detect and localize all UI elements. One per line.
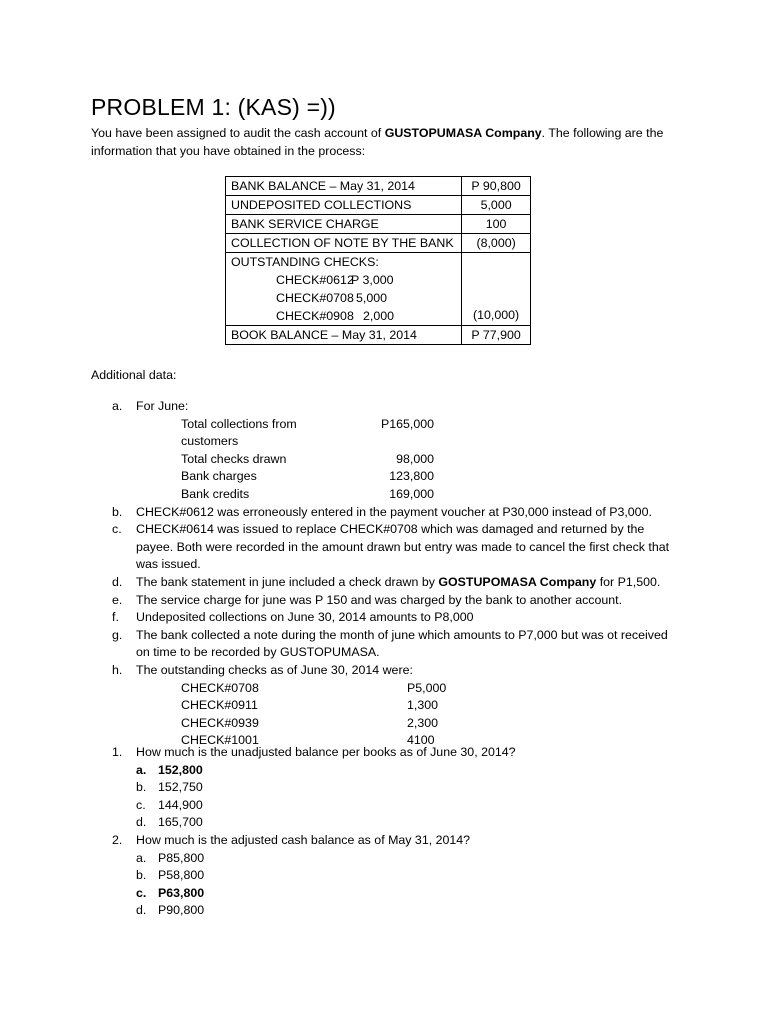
- option-text: P58,800: [158, 868, 205, 883]
- item-marker: h.: [112, 662, 123, 677]
- june-data-row: [112, 416, 672, 451]
- row-value: (8,000): [462, 234, 531, 253]
- option-text: P85,800: [158, 850, 205, 865]
- june-data-label: Bank credits: [181, 486, 250, 501]
- check-amount: P 3,000: [351, 273, 394, 287]
- table-row: [226, 215, 531, 234]
- table-row: [226, 177, 531, 196]
- item-marker: c.: [112, 522, 122, 537]
- check-amount: P5,000: [407, 680, 447, 695]
- item-marker: f.: [112, 610, 119, 625]
- outstanding-check-row: [112, 697, 672, 715]
- item-marker: d.: [112, 574, 123, 589]
- item-text: Undeposited collections on June 30, 2014 amounts to P8,000: [136, 610, 474, 625]
- item-text: The service charge for june was P 150 and was charged by the bank to another account.: [136, 592, 623, 607]
- row-label: COLLECTION OF NOTE BY THE BANK: [226, 234, 462, 253]
- answer-option: [112, 814, 672, 832]
- check-line: [231, 289, 456, 307]
- question-text: How much is the unadjusted balance per books as of June 30, 2014?: [136, 745, 516, 759]
- additional-data-list: [112, 398, 672, 750]
- outstanding-check-row: [112, 680, 672, 698]
- item-text: The outstanding checks as of June 30, 2014 were:: [136, 662, 413, 677]
- check-line: [231, 271, 456, 289]
- list-item: [112, 609, 672, 627]
- june-data-label: Bank charges: [181, 469, 257, 484]
- item-text: CHECK#0612 was erroneously entered in the payment voucher at P30,000 instead of P3,000.: [136, 504, 652, 519]
- intro-text-end: . The following are the information that you have obtained in the process:: [91, 126, 664, 158]
- june-data-value: P165,000: [380, 416, 434, 431]
- list-item: [112, 662, 672, 680]
- check-number: CHECK#0708: [276, 291, 354, 305]
- outstanding-checks-row: [226, 253, 531, 326]
- table-row: [226, 196, 531, 215]
- option-marker: d.: [136, 903, 147, 918]
- intro-company-name: GUSTOPUMASA Company: [384, 126, 542, 140]
- item-d-text-start: The bank statement in june included a check drawn by: [136, 574, 439, 589]
- row-label: UNDEPOSITED COLLECTIONS: [226, 196, 462, 215]
- check-amount: 4100: [407, 733, 435, 748]
- check-line: [231, 307, 456, 325]
- item-d-text-end: for P1,500.: [596, 574, 661, 589]
- option-marker: a.: [136, 762, 147, 777]
- option-text: 152,750: [158, 780, 203, 795]
- option-text: P90,800: [158, 903, 205, 918]
- june-data-label: Total checks drawn: [181, 451, 287, 466]
- row-value: P 90,800: [462, 177, 531, 196]
- item-marker: b.: [112, 504, 123, 519]
- check-number: CHECK#0911: [181, 698, 258, 713]
- intro-paragraph: [91, 124, 691, 160]
- question: [112, 744, 672, 762]
- item-marker: a.: [112, 399, 123, 413]
- item-marker: e.: [112, 592, 123, 607]
- outstanding-checks-cell: [226, 253, 462, 326]
- june-data-row: [112, 451, 672, 469]
- row-label: BOOK BALANCE – May 31, 2014: [226, 326, 462, 345]
- check-amount: 2,000: [363, 309, 395, 323]
- list-item: [112, 398, 672, 416]
- check-amount: 1,300: [407, 698, 439, 713]
- option-text: 144,900: [158, 797, 203, 812]
- row-value: P 77,900: [462, 326, 531, 345]
- row-label: BANK SERVICE CHARGE: [226, 215, 462, 234]
- option-marker: b.: [136, 780, 147, 795]
- answer-option: [112, 885, 672, 903]
- row-value: 100: [462, 215, 531, 234]
- option-marker: b.: [136, 868, 147, 883]
- option-marker: a.: [136, 850, 147, 865]
- problem-title: PROBLEM 1: (KAS) =)): [91, 94, 336, 120]
- additional-data-heading: Additional data:: [91, 368, 177, 382]
- question-text: How much is the adjusted cash balance as of May 31, 2014?: [136, 832, 471, 847]
- june-data-row: [112, 468, 672, 486]
- outstanding-check-row: [112, 715, 672, 733]
- row-label: BANK BALANCE – May 31, 2014: [226, 177, 462, 196]
- list-item: [112, 521, 672, 574]
- june-data-value: 98,000: [396, 451, 434, 466]
- answer-option: [112, 902, 672, 920]
- answer-option: [112, 779, 672, 797]
- check-number: CHECK#0939: [181, 715, 259, 730]
- option-marker: d.: [136, 815, 147, 830]
- item-text: CHECK#0614 was issued to replace CHECK#0708 which was damaged and returned by the payee. Both were recorded in the amount drawn but entry was made to cancel the first check that was issued.: [136, 522, 670, 572]
- book-balance-row: [226, 326, 531, 345]
- item-marker: g.: [112, 627, 123, 642]
- intro-text-start: You have been assigned to audit the cash account of: [91, 126, 385, 140]
- list-item: [112, 574, 672, 592]
- check-number: CHECK#1001: [181, 733, 259, 748]
- june-data-row: [112, 486, 672, 504]
- reconciliation-table: [225, 176, 531, 345]
- question-number: 1.: [112, 745, 123, 759]
- item-d-company: GOSTUPOMASA Company: [438, 574, 597, 589]
- row-value: 5,000: [462, 196, 531, 215]
- list-item: [112, 627, 672, 662]
- answer-option: [112, 762, 672, 780]
- check-number: CHECK#0908: [276, 309, 354, 323]
- check-amount: 2,300: [407, 715, 439, 730]
- table-row: [226, 234, 531, 253]
- june-data-value: 123,800: [389, 469, 434, 484]
- item-text: The bank collected a note during the month of june which amounts to P7,000 but was ot received on time to be recorded by GUSTOPUMASA.: [136, 627, 668, 660]
- check-number: CHECK#0708: [181, 680, 259, 695]
- answer-option: [112, 867, 672, 885]
- check-amount: 5,000: [356, 291, 388, 305]
- outstanding-checks-total: (10,000): [462, 253, 531, 326]
- june-data-label: Total collections from customers: [181, 416, 297, 449]
- option-marker: c.: [136, 797, 146, 812]
- question: [112, 832, 672, 850]
- outstanding-checks-label: OUTSTANDING CHECKS:: [231, 255, 379, 269]
- question-number: 2.: [112, 832, 123, 847]
- list-item: [112, 504, 672, 522]
- item-text: For June:: [136, 399, 189, 413]
- questions-list: [112, 744, 672, 920]
- option-text: P63,800: [158, 885, 205, 900]
- option-marker: c.: [136, 885, 147, 900]
- june-data-value: 169,000: [389, 486, 434, 501]
- check-number: CHECK#0612: [276, 273, 354, 287]
- option-text: 152,800: [158, 762, 203, 777]
- item-text: [136, 574, 672, 592]
- list-item: [112, 592, 672, 610]
- answer-option: [112, 797, 672, 815]
- answer-option: [112, 850, 672, 868]
- option-text: 165,700: [158, 815, 203, 830]
